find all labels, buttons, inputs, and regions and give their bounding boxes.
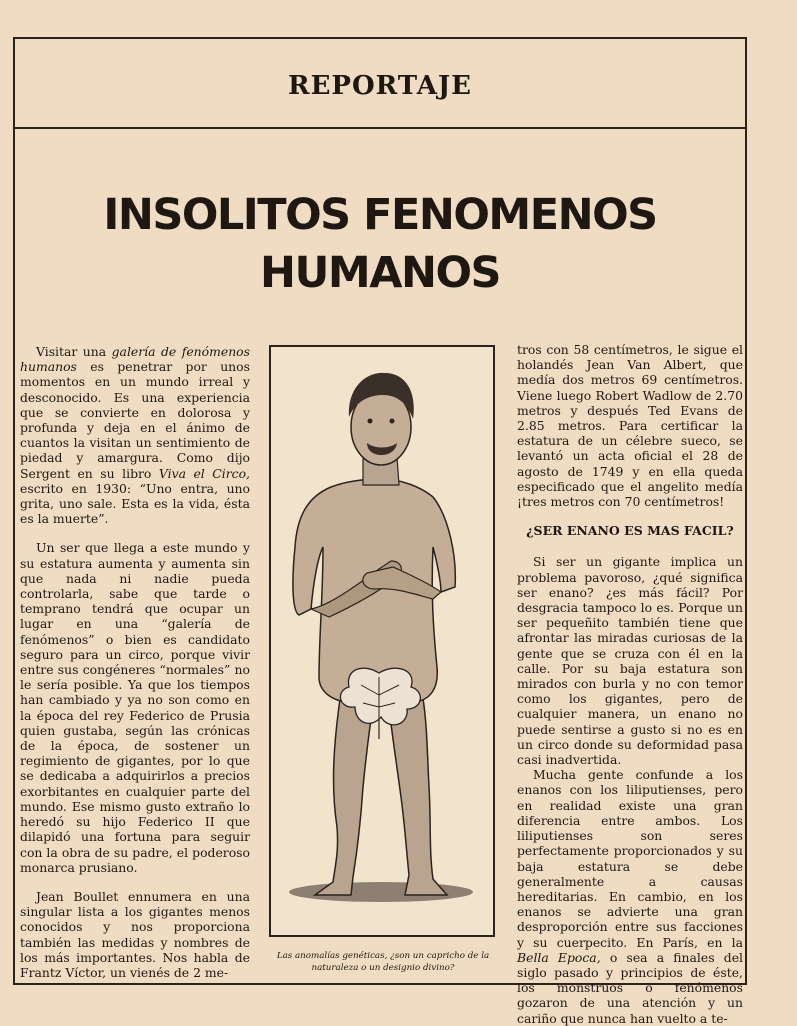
paragraph-text: o sea a finales del siglo pasado y principios de éste, los monstruos o fenómenos gozaron de una atención y un cariño que nunca han vuelto a te-	[517, 949, 743, 1026]
paragraph: Jean Boullet ennumera en una singular lista a los gigantes menos conocidos y nos proporciona también las medidas y nombres de los más importantes. Nos habla de Frantz Víctor, un vienés de 2 me-	[20, 888, 250, 980]
paragraph-text: es penetrar por unos momentos en un mundo irreal y desconocido. Es una experiencia que se convierte en dolorosa y profunda y deja en el ánimo de cuantos la visitan un sentimiento de piedad y amargura. Como dijo Sergent en su libro	[20, 359, 250, 481]
paragraph: tros con 58 centímetros, le sigue el holandés Jean Van Albert, que medía dos metros 69 centímetros. Viene luego Robert Wadlow de 2.70 metros y después Ted Evans de 2.85 metros. Para certificar la estatura de un célebre sueco, se levantó un acta oficial el 28 de agosto de 1749 y en ella queda especificado que el angelito medía ¡tres metros con 70 centímetros!	[517, 342, 743, 510]
paragraph-text: Visitar una	[36, 344, 112, 359]
emphasis-text: galería de fenómenos humanos	[20, 344, 250, 375]
article-column-right	[517, 342, 743, 1026]
photo-caption: Las anomalías genéticas, ¿son un capricho de la naturaleza o un designio divino?	[276, 951, 490, 973]
paragraph: Si ser un gigante implica un problema pavoroso, ¿qué significa ser enano? ¿es más fácil? Por desgracia tampoco lo es. Porque un ser pequeñito también tiene que afrontar las miradas curiosas de la gente que se cruza con él en la calle. Por su baja estatura son mirados con burla y no con temor como los gigantes, pero de cualquier manera, un enano no puede sentirse a gusto si no es en un circo donde su deformidad pasa casi inadvertida.	[517, 554, 743, 768]
photo-frame	[269, 345, 495, 937]
section-label: REPORTAJE	[288, 71, 472, 101]
paragraph-text: Mucha gente confunde a los enanos con los liliputienses, pero en realidad existe una gran diferencia entre ambos. Los liliputienses son seres perfectamente proporcionados y su baja estatura se debe generalmente a causas hereditarias. En cambio, en los enanos se advierte una gran desproporción entre sus facciones y su cuerpecito. En París, en la	[517, 767, 743, 950]
standing-man-illustration	[271, 347, 493, 935]
paragraph-text: escrito en 1930: “Uno entra, uno grita, uno sale. Esta es la vida, ésta es la muerte”.	[20, 480, 250, 527]
book-title-text: Viva el Circo,	[158, 465, 250, 481]
paragraph	[517, 767, 743, 1025]
title-line-1: INSOLITOS FENOMENOS	[103, 190, 657, 240]
subheading: ¿SER ENANO ES MAS FACIL?	[526, 523, 734, 539]
paragraph	[20, 344, 250, 526]
title-line-2: HUMANOS	[260, 248, 500, 298]
paragraph: Un ser que llega a este mundo y su estatura aumenta y aumenta sin que nada ni nadie pueda controlarla, sabe que tarde o temprano tendrá que ocupar un lugar en una “galería de fenómenos” o bien es candidato seguro para un circo, porque vivir entre sus congéneres “normales” no le sería posible. Ya que los tiempos han cambiado y ya no son como en la época del rey Federico de Prusia quien gustaba, según las crónicas de la época, de sostener un regimiento de gigantes, por lo que se dedicaba a adquirirlos a precios exorbitantes en cualquier parte del mundo. Ese mismo gusto extraño lo heredó su hijo Federico II que dilapidó una fortuna para seguir con la obra de su padre, el poderoso monarca prusiano.	[20, 540, 250, 875]
section-header	[13, 37, 747, 129]
article-title	[20, 186, 740, 302]
article-column-left	[20, 344, 250, 994]
emphasis-text: Bella Epoca,	[517, 949, 601, 965]
